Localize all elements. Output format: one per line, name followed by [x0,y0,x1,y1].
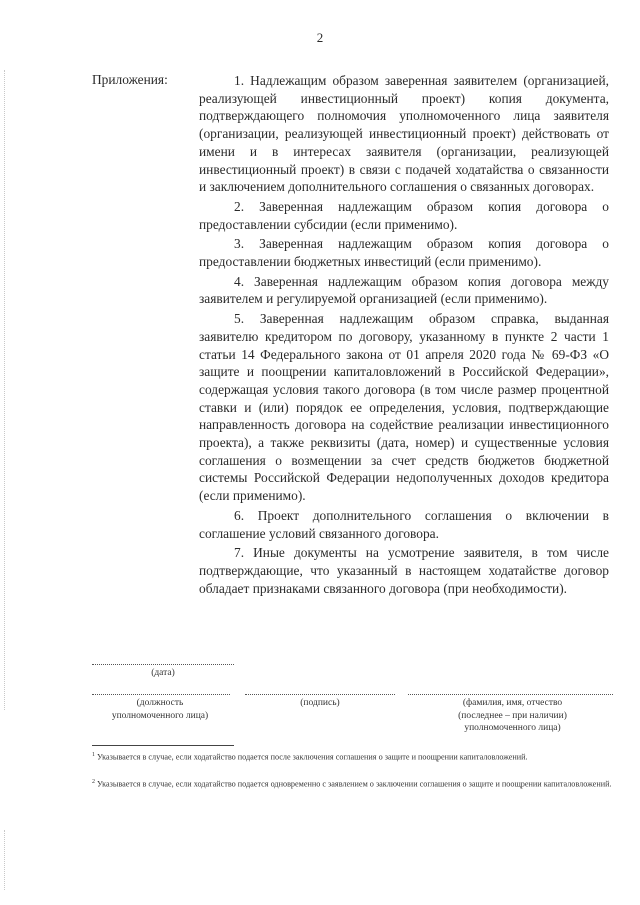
appendix-item-7: 7. Иные документы на усмотрение заявителя, в том числе подтверждающие, что указанный в настоящем ходатайстве договор обладает признаками связанного договора (при необходимости). [199,545,609,596]
appendix-item-6: 6. Проект дополнительного соглашения о включении в соглашение условий связанного договора. [199,507,609,541]
appendix-label: Приложения: [92,72,168,87]
appendix-item-1: 1. Надлежащим образом заверенная заявителем (организацией, реализующей инвестиционный проект) копия документа, подтверждающего полномочия уполномоченного лица заявителя (организации, реализующей инвестиционный проект) действовать от имени и в интересах заявителя (организации, реализующей инвестиционный проект) в связи с подачей ходатайства о связанности и заключением дополнительного соглашения о связанных договорах. [199,73,609,195]
date-line [92,664,234,665]
name-caption-line-3: уполномоченного лица) [464,723,561,733]
name-caption-line-2: (последнее – при наличии) [458,710,567,721]
left-margin-line [4,70,5,710]
name-line [408,694,613,695]
position-caption [84,697,236,722]
position-caption-line-1: (должность [136,698,184,708]
footnote-separator [92,745,234,746]
position-caption-line-2: уполномоченного лица) [111,710,209,721]
page-number: 2 [316,30,324,45]
left-margin-line-bottom [4,830,5,890]
appendix-item-3: 3. Заверенная надлежащим образом копия договора о предоставлении бюджетных инвестиций (если применимо). [199,236,609,270]
footnote-1 [92,750,612,763]
date-caption: (дата) [151,668,175,678]
footnote-2-marker: 2 [92,779,95,785]
name-caption [415,697,610,735]
footnote-1-text: Указывается в случае, если ходатайство подается после заключения соглашения о защите и поощрении капиталовложений. [97,752,528,762]
name-caption-line-1: (фамилия, имя, отчество [462,698,563,708]
appendix-item-2: 2. Заверенная надлежащим образом копия договора о предоставлении субсидии (если применимо). [199,198,609,232]
appendix-item-5: 5. Заверенная надлежащим образом справка, выданная заявителю кредитором по договору, указанному в пункте 2 части 1 статьи 14 Федерального закона от 01 апреля 2020 года № 69-ФЗ «О защите и поощрении капиталовложений в Российской Федерации», содержащая условия такого договора (в том числе размер процентной ставки и (или) порядок ее определения, условия, подтверждающие направленность договора на содействие реализации инвестиционного проекта), а также реквизиты (дата, номер) и существенные условия соглашения о возмещении за счет средств бюджетов бюджетной системы Российской Федерации недополученных доходов кредитора (если применимо). [199,311,609,504]
appendix-list [199,72,609,597]
signature-caption: (подпись) [300,698,340,708]
position-line [92,694,230,695]
footnote-2-text: Указывается в случае, если ходатайство подается одновременно с заявлением о заключении соглашения о защите и поощрении капиталовложений. [97,779,612,789]
footnote-1-marker: 1 [92,752,95,758]
appendix-item-4: 4. Заверенная надлежащим образом копия договора между заявителем и регулируемой организацией (если применимо). [199,273,609,307]
signature-line [245,694,395,695]
footnote-2 [92,777,612,790]
